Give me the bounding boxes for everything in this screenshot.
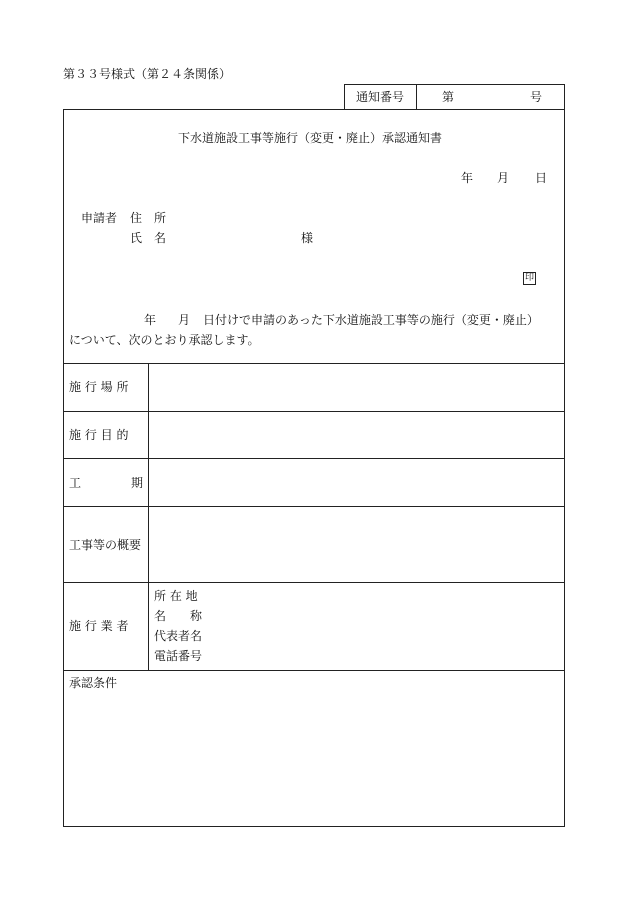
contractor-representative-label: 代表者名 — [154, 629, 203, 643]
row-divider — [63, 363, 565, 364]
form-label: 第３３号様式（第２４条関係） — [63, 67, 232, 81]
notice-number-prefix: 第 — [442, 90, 455, 104]
body-text-line2: について、次のとおり承認します。 — [69, 333, 260, 347]
applicant-honorific: 様 — [301, 231, 314, 245]
label-column-divider — [148, 363, 149, 670]
date-month: 月 — [497, 171, 510, 185]
contractor-phone-label: 電話番号 — [154, 649, 203, 663]
location-label: 施 行 場 所 — [69, 380, 129, 394]
row-divider — [63, 411, 565, 412]
notice-number-label: 通知番号 — [356, 90, 405, 104]
contractor-name-label: 名 称 — [154, 609, 203, 623]
applicant-label: 申請者 — [81, 211, 118, 225]
body-year: 年 — [144, 313, 157, 327]
period-label-1: 工 — [69, 476, 82, 490]
row-divider — [63, 458, 565, 459]
seal-stamp-icon: 印 — [524, 273, 534, 283]
date-year: 年 — [461, 171, 474, 185]
contractor-label: 施 行 業 者 — [69, 619, 129, 633]
conditions-label: 承認条件 — [69, 676, 118, 690]
row-divider — [63, 506, 565, 507]
document-title: 下水道施設工事等施行（変更・廃止）承認通知書 — [178, 131, 443, 145]
body-text-line1: 日付けで申請のあった下水道施設工事等の施行（変更・廃止） — [203, 313, 539, 327]
body-month: 月 — [178, 313, 191, 327]
period-label-2: 期 — [131, 476, 144, 490]
purpose-label: 施 行 目 的 — [69, 428, 129, 442]
contractor-address-label: 所 在 地 — [154, 589, 198, 603]
date-day: 日 — [535, 171, 548, 185]
applicant-name-label: 氏 名 — [130, 231, 167, 245]
row-divider — [63, 670, 565, 671]
notice-number-suffix: 号 — [530, 90, 543, 104]
applicant-address-label: 住 所 — [130, 211, 167, 225]
overview-label: 工事等の概要 — [69, 538, 142, 552]
row-divider — [63, 582, 565, 583]
notice-number-divider — [416, 84, 417, 110]
